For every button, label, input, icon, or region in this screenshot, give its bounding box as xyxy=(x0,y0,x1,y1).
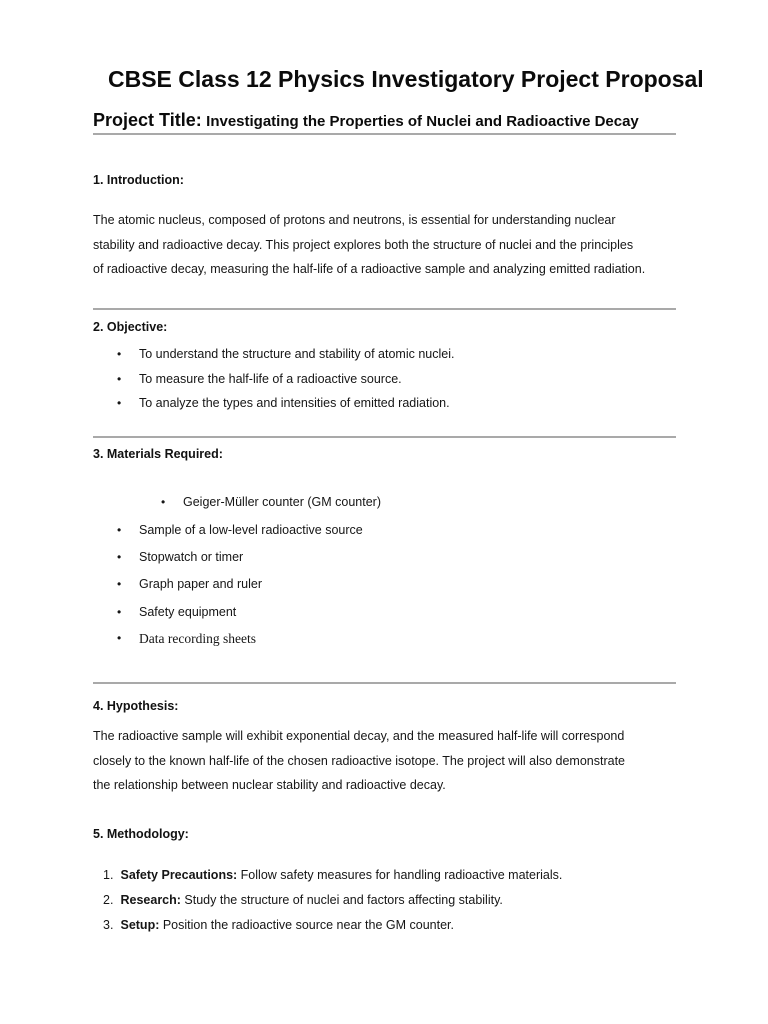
bullet-icon: • xyxy=(117,577,122,591)
step-number: 3. xyxy=(103,918,114,932)
hypothesis-line: The radioactive sample will exhibit exponential decay, and the measured half-life will correspond xyxy=(93,729,625,743)
bullet-icon: • xyxy=(117,631,122,645)
step-number: 2. xyxy=(103,893,114,907)
bullet-icon: • xyxy=(117,605,122,619)
step-text: Follow safety measures for handling radioactive materials. xyxy=(237,868,563,882)
step-label: Research: xyxy=(120,893,181,907)
bullet-icon: • xyxy=(117,396,122,410)
hypothesis-paragraph xyxy=(93,724,676,798)
project-title-value: Investigating the Properties of Nuclei and Radioactive Decay xyxy=(206,113,639,130)
project-title xyxy=(93,110,676,131)
step-label: Setup: xyxy=(120,918,160,932)
hypothesis-heading: 4. Hypothesis: xyxy=(93,699,179,713)
introduction-line: stability and radioactive decay. This project explores both the structure of nuclei and the principles xyxy=(93,237,634,252)
introduction-paragraph xyxy=(93,208,676,282)
divider xyxy=(93,436,676,438)
bullet-icon: • xyxy=(161,495,166,509)
divider xyxy=(93,308,676,310)
methodology-step xyxy=(103,893,503,907)
introduction-line: The atomic nucleus, composed of protons and neutrons, is essential for understanding nuclear xyxy=(93,213,616,227)
bullet-icon: • xyxy=(117,347,122,361)
step-text: Position the radioactive source near the GM counter. xyxy=(159,918,454,932)
bullet-icon: • xyxy=(117,372,122,386)
hypothesis-line: the relationship between nuclear stability and radioactive decay. xyxy=(93,778,446,792)
objective-heading: 2. Objective: xyxy=(93,320,168,334)
document-title: CBSE Class 12 Physics Investigatory Project Proposal xyxy=(108,66,704,92)
hypothesis-line: closely to the known half-life of the chosen radioactive isotope. The project will also demonstrate xyxy=(93,753,626,768)
introduction-line: of radioactive decay, measuring the half-life of a radioactive sample and analyzing emitted radiation. xyxy=(93,262,646,276)
methodology-step xyxy=(103,868,562,882)
step-text: Study the structure of nuclei and factors affecting stability. xyxy=(180,893,503,907)
bullet-icon: • xyxy=(117,550,122,564)
divider xyxy=(93,133,676,135)
divider xyxy=(93,682,676,684)
step-number: 1. xyxy=(103,868,114,882)
methodology-step xyxy=(103,918,454,932)
materials-heading: 3. Materials Required: xyxy=(93,447,223,461)
introduction-heading: 1. Introduction: xyxy=(93,173,184,187)
bullet-icon: • xyxy=(117,523,122,537)
project-title-label: Project Title: xyxy=(93,110,202,130)
step-label: Safety Precautions: xyxy=(120,868,238,882)
methodology-heading: 5. Methodology: xyxy=(93,827,189,841)
